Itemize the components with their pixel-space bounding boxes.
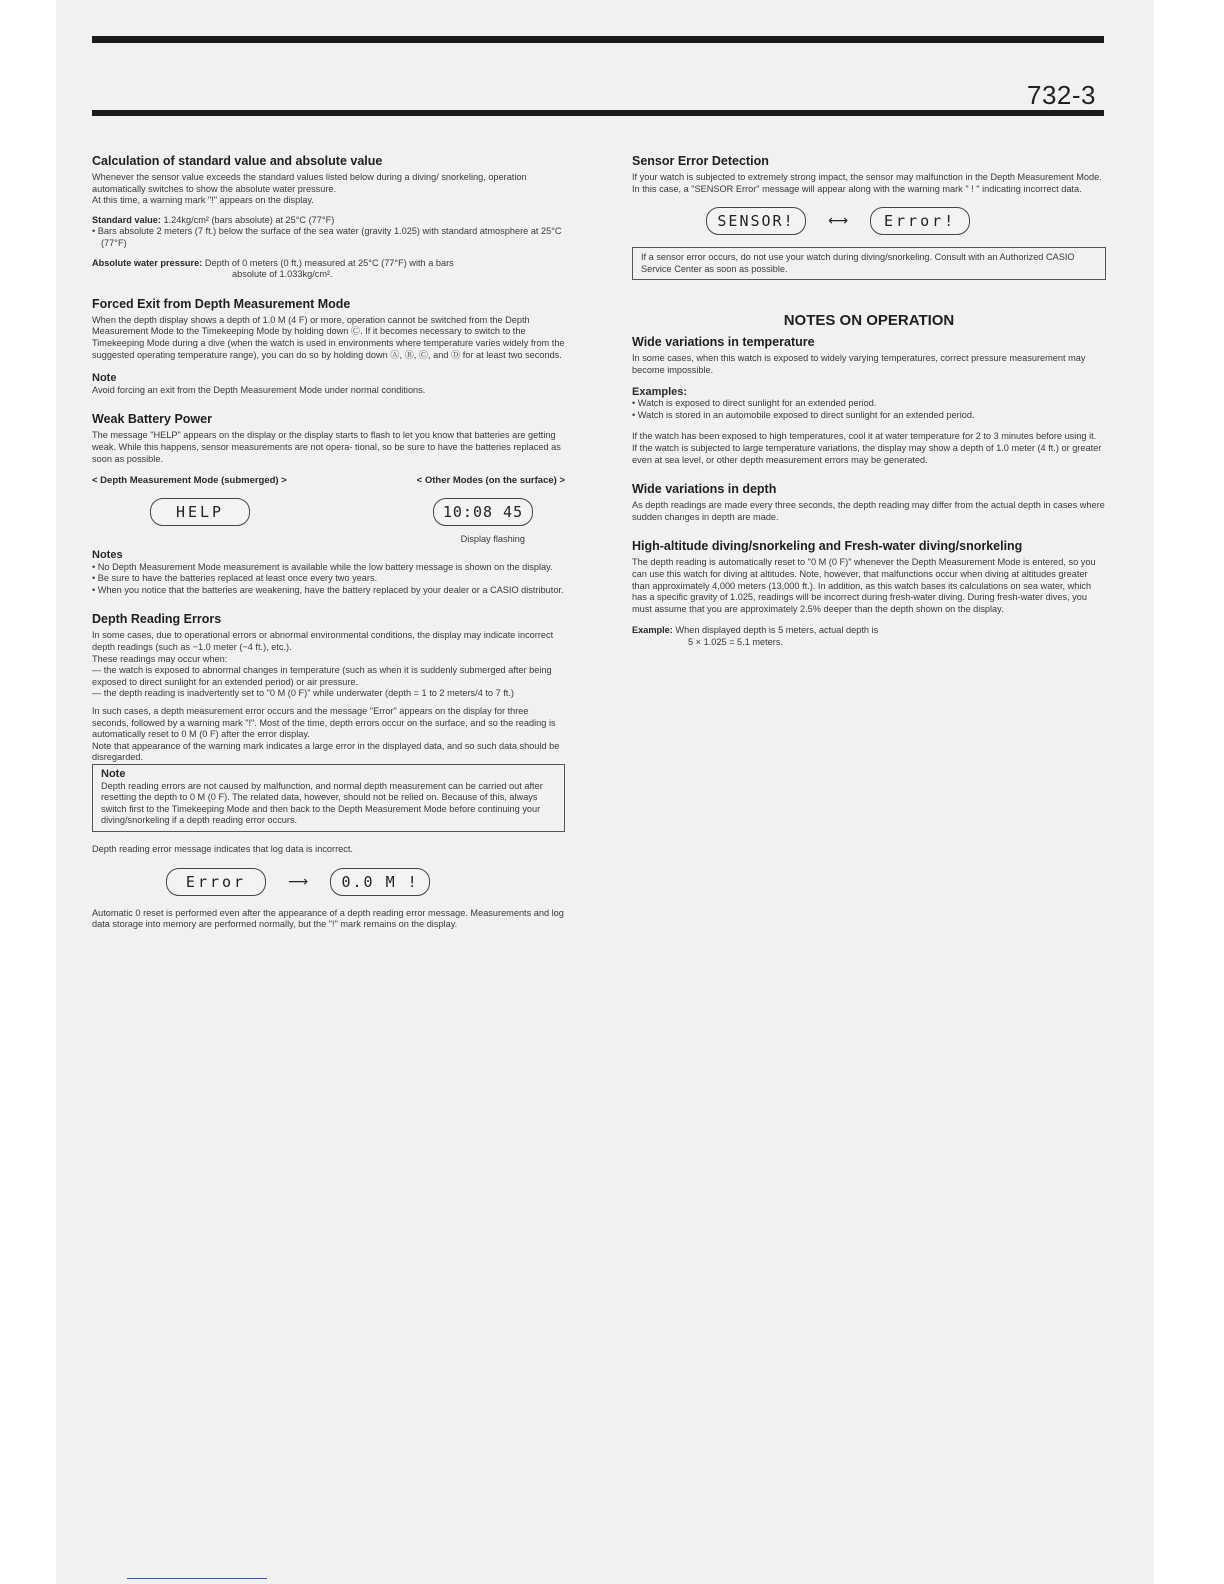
example-1: • Watch is exposed to direct sunlight for an extended period. xyxy=(632,398,877,409)
depth-errors-p3: — the watch is exposed to abnormal changes in temperature (such as when it is suddenly submerged after being exposed to direct sunlight for an extended period) or air pressure. xyxy=(92,665,552,687)
notes-on-operation-heading: NOTES ON OPERATION xyxy=(783,312,955,330)
depth-errors-heading: Depth Reading Errors xyxy=(92,612,222,627)
arrow-right-icon: ⟶ xyxy=(288,873,309,890)
weak-battery-section xyxy=(92,412,565,596)
battery-note-3: • When you notice that the batteries are weakening, have the battery replaced by your dealer or a CASIO distributor. xyxy=(92,584,564,595)
lcd-help-display: HELP xyxy=(150,498,250,526)
absolute-pressure-line xyxy=(92,258,565,270)
battery-lcd-row xyxy=(92,498,565,526)
example-label: Example: xyxy=(632,625,673,636)
weak-battery-heading: Weak Battery Power xyxy=(92,412,212,427)
lcd-sensor-display: SENSOR! xyxy=(706,207,806,235)
depth-errors-p5: In such cases, a depth measurement error occurs and the message "Error" appears on the display for three seconds, followed by a warning mark "!". Most of the time, depth errors occur on the surface, and so the reading is automatically reset to 0 M (0 F) after the error display. xyxy=(92,706,556,740)
header-rule-bottom xyxy=(92,110,1104,116)
battery-notes-label: Notes xyxy=(92,549,123,562)
depth-errors-p6: Note that appearance of the warning mark indicates a large error in the displayed data, and so such data should be disregarded. xyxy=(92,740,560,763)
depth-variation-heading: Wide variations in depth xyxy=(632,482,777,497)
lcd-error-display: Error xyxy=(166,868,266,896)
lcd-time-display: 10:08 45 xyxy=(433,498,533,526)
sensor-error-box xyxy=(632,247,1106,280)
absolute-pressure-text-2: absolute of 1.033kg/cm². xyxy=(232,269,333,280)
forced-exit-note: Avoid forcing an exit from the Depth Measurement Mode under normal conditions. xyxy=(92,384,426,395)
example-calc: 5 × 1.025 = 5.1 meters. xyxy=(688,636,783,647)
depth-variation-p1: As depth readings are made every three seconds, the depth reading may differ from the actual depth in cases where sudden changes in depth are made. xyxy=(632,500,1105,522)
forced-exit-section xyxy=(92,297,565,397)
weak-battery-p1: The message "HELP" appears on the display or the display starts to flash to let you know that batteries are getting weak. While this happens, sensor measurements are not opera- tional, so be sure to have the batteries replaced as soon as possible. xyxy=(92,430,561,464)
calc-heading: Calculation of standard value and absolute value xyxy=(92,154,383,168)
page-number: 732-3 xyxy=(1027,80,1096,110)
forced-exit-note-label: Note xyxy=(92,372,117,385)
standard-value-label: Standard value: xyxy=(92,214,161,225)
calc-p1: Whenever the sensor value exceeds the standard values listed below during a diving/ snorkeling, operation automatically switches to show the absolute water pressure. xyxy=(92,172,527,194)
altitude-heading: High-altitude diving/snorkeling and Fresh-water diving/snorkeling xyxy=(632,539,1023,554)
display-flashing-caption: Display flashing xyxy=(460,534,525,545)
bottom-link-underline xyxy=(127,1578,267,1579)
forced-exit-heading: Forced Exit from Depth Measurement Mode xyxy=(92,296,351,311)
arrow-left-right-icon: ⟷ xyxy=(828,213,849,230)
depth-errors-p8: Automatic 0 reset is performed even after the appearance of a depth reading error message. Measurements and log data storage into memory are performed normally, but the "!" mark remains on the display. xyxy=(92,907,564,930)
depth-errors-p7: Depth reading error message indicates that log data is incorrect. xyxy=(92,843,353,854)
depth-errors-p2: These readings may occur when: xyxy=(92,653,228,664)
error-lcd-row xyxy=(92,868,565,896)
depth-errors-box-text: Depth reading errors are not caused by malfunction, and normal depth measurement can be carried out after resetting the depth to 0 M (0 F). The related data, however, should not be relied on. Because of this, always switch first to the Timekeeping Mode and then back to the Depth Measurement Mode before continuing your diving/snorkeling if a depth reading error occurs. xyxy=(101,780,543,826)
temperature-p1: In some cases, when this watch is exposed to widely varying temperatures, correct pressure measurement may become impossible. xyxy=(632,353,1086,375)
sensor-error-section xyxy=(632,154,1106,280)
absolute-pressure-label: Absolute water pressure: xyxy=(92,257,203,268)
depth-errors-p1: In some cases, due to operational errors or abnormal environmental conditions, the display may indicate incorrect depth readings (such as −1.0 meter (−4 ft.), etc.). xyxy=(92,630,554,653)
header-rule-top xyxy=(92,36,1104,43)
temperature-p3: If the watch is subjected to large temperature variations, the display may show a depth of 1.0 meter (4 ft.) or greater even at sea level, or other depth measurement errors may be generated. xyxy=(632,442,1102,465)
forced-exit-p1: When the depth display shows a depth of 1.0 M (4 F) or more, operation cannot be switched from the Depth Measurement Mode to the Timekeeping Mode by holding down Ⓒ. If it becomes necessary to switch to the Timekeeping Mode during a dive (when the watch is used in environments where temperature varies widely from the suggested operating temperature range), you can do so by holding down Ⓐ, Ⓑ, Ⓒ, and Ⓓ for at least two seconds. xyxy=(92,314,565,360)
other-modes-label: < Other Modes (on the surface) > xyxy=(416,475,565,487)
right-column xyxy=(632,154,1106,648)
example-text: When displayed depth is 5 meters, actual depth is xyxy=(675,625,879,636)
example-line xyxy=(632,625,1106,637)
notes-on-operation-section xyxy=(632,312,1106,648)
scan-margin-right xyxy=(1154,0,1224,1584)
lcd-sensor-error-display: Error! xyxy=(870,207,970,235)
standard-value-line xyxy=(92,215,565,227)
left-column xyxy=(92,154,565,931)
example-2: • Watch is stored in an automobile exposed to direct sunlight for an extended period. xyxy=(632,409,975,420)
scan-margin-left xyxy=(0,0,56,1584)
sensor-lcd-row xyxy=(632,207,1106,235)
standard-value-bullet: • Bars absolute 2 meters (7 ft.) below the surface of the sea water (gravity 1.025) with standard atmosphere at 25°C (77°F) xyxy=(92,226,562,248)
temperature-p2: If the watch has been exposed to high temperatures, cool it at water temperature for 2 to 3 minutes before using it. xyxy=(632,431,1097,442)
battery-mode-labels xyxy=(92,475,565,486)
absolute-pressure-text: Depth of 0 meters (0 ft.) measured at 25°C (77°F) with a bars xyxy=(204,257,454,268)
calc-section xyxy=(92,154,565,281)
battery-note-1: • No Depth Measurement Mode measurement is available while the low battery message is shown on the display. xyxy=(92,561,553,572)
temperature-heading: Wide variations in temperature xyxy=(632,335,815,350)
standard-value-text: 1.24kg/cm² (bars absolute) at 25°C (77°F) xyxy=(163,214,335,225)
battery-note-2: • Be sure to have the batteries replaced at least once every two years. xyxy=(92,573,378,584)
depth-mode-label: < Depth Measurement Mode (submerged) > xyxy=(92,475,287,487)
depth-errors-p4: — the depth reading is inadvertently set to "0 M (0 F)" while underwater (depth = 1 to 2 meters/4 to 7 ft.) xyxy=(92,688,514,699)
altitude-p1: The depth reading is automatically reset to "0 M (0 F)" whenever the Depth Measurement Mode is entered, so you can use this watch for diving at altitudes. Note, however, that malfunctions occur when diving at altitudes greater than approximately 4,000 meters (13,000 ft.). In addition, as this watch bases its calculations on sea water, which has a specific gravity of 1.025, readings will be incorrect during fresh-water diving. During fresh-water dives, you must assume that you are approximately 2.5% deeper than the depth shown on the display. xyxy=(632,557,1096,614)
depth-errors-section xyxy=(92,612,565,930)
sensor-error-p1: If your watch is subjected to extremely strong impact, the sensor may malfunction in the Depth Measurement Mode. In this case, a "SENSOR Error" message will appear along with the warning mark " ! " indicating incorrect data. xyxy=(632,172,1102,194)
depth-errors-note-box xyxy=(92,764,565,832)
sensor-error-heading: Sensor Error Detection xyxy=(632,154,769,168)
lcd-zero-depth-display: 0.0 M ! xyxy=(330,868,430,896)
calc-p2: At this time, a warning mark "!" appears on the display. xyxy=(92,195,314,206)
sensor-error-box-text: If a sensor error occurs, do not use your watch during diving/snorkeling. Consult with an Authorized CASIO Service Center as soon as possible. xyxy=(641,252,1075,274)
examples-label: Examples: xyxy=(632,385,688,398)
depth-errors-box-label: Note xyxy=(101,768,126,780)
